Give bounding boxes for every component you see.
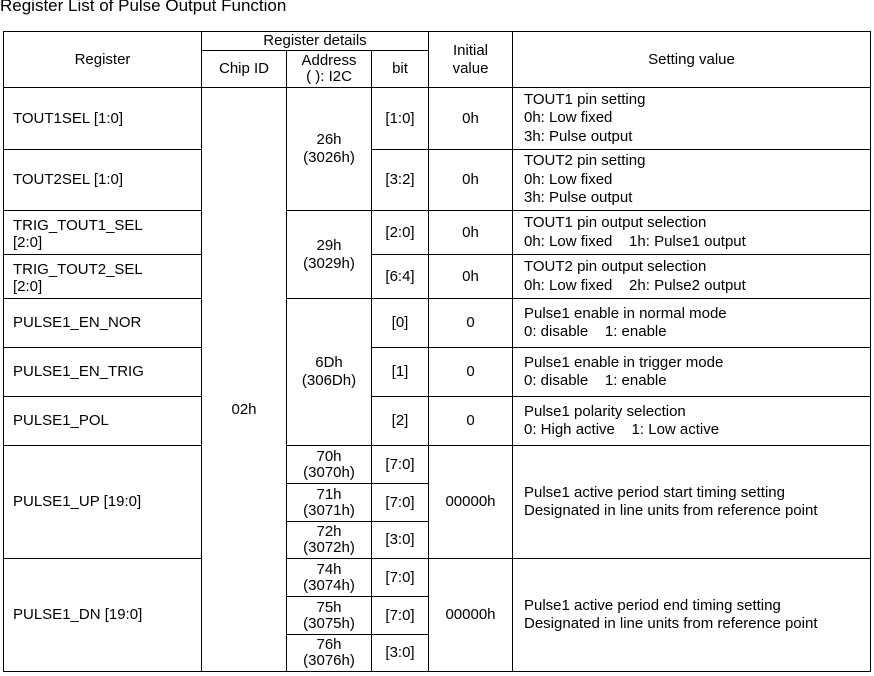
register-name: [4, 255, 202, 299]
address-i2c: (3026h): [303, 149, 355, 166]
setting-line: TOUT1 pin output selection: [524, 214, 707, 231]
table-row: [4, 348, 871, 397]
initial-value-cell: 0: [429, 397, 513, 446]
address-i2c: (3076h): [303, 652, 355, 669]
address-cell: [287, 88, 372, 211]
table-row: [4, 397, 871, 446]
initial-value-cell: 00000h: [429, 559, 513, 672]
setting-line: TOUT2 pin setting: [524, 152, 646, 170]
setting-cell: [513, 88, 871, 150]
setting-line: 0h: Low fixed 2h: Pulse2 output: [524, 276, 746, 294]
setting-line: 0: High active 1: Low active: [524, 421, 720, 438]
setting-line: Pulse1 enable in normal mode: [524, 304, 727, 322]
address-i2c: (3075h): [303, 614, 355, 632]
setting-line: TOUT1 pin setting: [524, 90, 646, 108]
address-i2c: (3072h): [303, 539, 355, 556]
register-name: PULSE1_EN_NOR: [4, 299, 202, 348]
address-cell: [287, 484, 372, 522]
chip-id-cell: 02h: [202, 88, 287, 672]
bit-cell: [3:2]: [372, 150, 429, 211]
header-address: [287, 51, 372, 88]
setting-cell: [513, 559, 871, 672]
bit-cell: [3:0]: [372, 522, 429, 559]
address-hex: 70h: [316, 447, 342, 465]
setting-line: TOUT2 pin output selection: [524, 258, 707, 275]
setting-line: Pulse1 active period end timing setting: [524, 596, 781, 614]
bit-cell: [1:0]: [372, 88, 429, 150]
address-hex: 6Dh: [315, 354, 343, 371]
register-name-line2: [2:0]: [13, 277, 43, 295]
register-name-line2: [2:0]: [13, 233, 43, 251]
setting-cell: [513, 446, 871, 559]
setting-cell: [513, 211, 871, 255]
header-row: [4, 32, 871, 51]
address-cell: [287, 211, 372, 299]
setting-cell: [513, 348, 871, 397]
setting-line: Pulse1 active period start timing setting: [524, 483, 785, 501]
setting-line: Designated in line units from reference point: [524, 502, 818, 519]
initial-value-cell: 0h: [429, 255, 513, 299]
register-name: PULSE1_EN_TRIG: [4, 348, 202, 397]
bit-cell: [2]: [372, 397, 429, 446]
table-row: [4, 150, 871, 211]
bit-cell: [7:0]: [372, 597, 429, 635]
header-bit: bit: [372, 51, 429, 88]
setting-line: 3h: Pulse output: [524, 189, 633, 207]
setting-cell: [513, 150, 871, 211]
address-i2c: (306Dh): [301, 372, 357, 389]
table-row: [4, 88, 871, 150]
header-register-details: Register details: [202, 32, 429, 51]
setting-line: Pulse1 polarity selection: [524, 402, 686, 420]
register-name: PULSE1_DN [19:0]: [4, 559, 202, 672]
header-address-line2: ( ): I2C: [306, 68, 352, 85]
bit-cell: [1]: [372, 348, 429, 397]
header-setting-value: Setting value: [513, 32, 871, 88]
register-table: [3, 31, 871, 672]
setting-line: Pulse1 enable in trigger mode: [524, 353, 724, 371]
address-i2c: (3074h): [303, 576, 355, 594]
bit-cell: [6:4]: [372, 255, 429, 299]
bit-cell: [7:0]: [372, 484, 429, 522]
initial-value-cell: 0h: [429, 211, 513, 255]
header-initial-line2: value: [452, 59, 489, 77]
register-name: PULSE1_POL: [4, 397, 202, 446]
bit-cell: [0]: [372, 299, 429, 348]
initial-value-cell: 0h: [429, 88, 513, 150]
header-address-line1: Address: [301, 52, 357, 69]
register-name: TOUT2SEL [1:0]: [4, 150, 202, 211]
address-hex: 71h: [316, 485, 342, 503]
address-cell: [287, 522, 372, 559]
setting-line: 0: disable 1: enable: [524, 323, 667, 340]
initial-value-cell: 00000h: [429, 446, 513, 559]
register-name-line1: TRIG_TOUT1_SEL: [13, 216, 143, 234]
register-name: TOUT1SEL [1:0]: [4, 88, 202, 150]
register-name: PULSE1_UP [19:0]: [4, 446, 202, 559]
initial-value-cell: 0: [429, 299, 513, 348]
address-hex: 74h: [316, 560, 342, 578]
address-hex: 76h: [316, 636, 342, 653]
address-hex: 75h: [316, 598, 342, 616]
address-i2c: (3029h): [303, 254, 355, 272]
setting-cell: [513, 255, 871, 299]
address-i2c: (3070h): [303, 463, 355, 481]
register-name-line1: TRIG_TOUT2_SEL: [13, 260, 143, 278]
setting-line: Designated in line units from reference point: [524, 615, 818, 632]
bit-cell: [3:0]: [372, 635, 429, 672]
header-initial-value: [429, 32, 513, 88]
header-chip-id: Chip ID: [202, 51, 287, 88]
address-hex: 26h: [316, 131, 342, 148]
address-cell: [287, 446, 372, 484]
initial-value-cell: 0: [429, 348, 513, 397]
address-cell: [287, 635, 372, 672]
address-cell: [287, 559, 372, 597]
initial-value-cell: 0h: [429, 150, 513, 211]
register-name: [4, 211, 202, 255]
table-row: [4, 211, 871, 255]
setting-cell: [513, 299, 871, 348]
page-title: Register List of Pulse Output Function: [0, 0, 287, 15]
address-i2c: (3071h): [303, 501, 355, 519]
address-hex: 29h: [316, 236, 342, 254]
address-hex: 72h: [316, 523, 342, 540]
bit-cell: [7:0]: [372, 559, 429, 597]
setting-line: 3h: Pulse output: [524, 127, 633, 145]
setting-cell: [513, 397, 871, 446]
setting-line: 0h: Low fixed: [524, 170, 613, 188]
header-initial-line1: Initial: [452, 41, 489, 59]
table-row: [4, 559, 871, 597]
setting-line: 0: disable 1: enable: [524, 372, 667, 389]
header-register: Register: [4, 32, 202, 88]
setting-line: 0h: Low fixed: [524, 109, 613, 127]
bit-cell: [2:0]: [372, 211, 429, 255]
table-row: [4, 255, 871, 299]
table-row: [4, 446, 871, 484]
setting-line: 0h: Low fixed 1h: Pulse1 output: [524, 232, 746, 250]
bit-cell: [7:0]: [372, 446, 429, 484]
table-row: [4, 299, 871, 348]
address-cell: [287, 299, 372, 446]
address-cell: [287, 597, 372, 635]
